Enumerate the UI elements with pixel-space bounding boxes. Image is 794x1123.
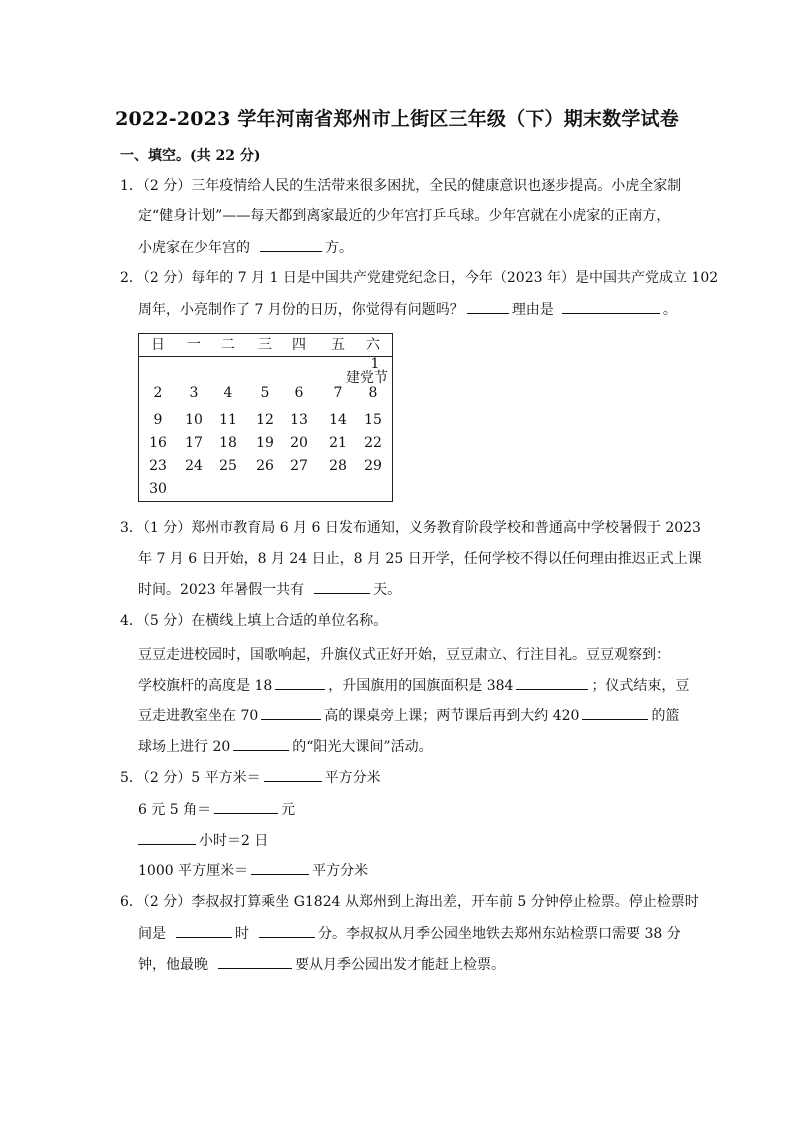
q3-line-2: 年 7 月 6 日开始，8 月 24 日止，8 月 25 日开学，任何学校不得以任何理由推迟正式上课 <box>138 551 702 567</box>
q3-line-3 <box>138 579 401 600</box>
q1-line-1: 1．（2 分）三年疫情给人民的生活带来很多困扰，全民的健康意识也逐步提高。小虎全家制 <box>120 178 682 194</box>
calendar-weekday-header: 二 <box>221 337 235 353</box>
q2-reason-label: 理由是 <box>511 302 554 318</box>
calendar-day: 23 <box>149 458 167 474</box>
q4-line-4 <box>138 705 679 726</box>
q1-line-3 <box>138 237 353 258</box>
q6-blank-minute[interactable] <box>259 923 315 938</box>
calendar-weekday-header: 一 <box>187 337 201 353</box>
q5-line-4 <box>138 860 368 881</box>
q5-blank-1[interactable] <box>264 767 322 782</box>
q5-line-1-text: 5．（2 分）5 平方米＝ <box>120 770 261 786</box>
q4-blank-flag-area[interactable] <box>516 675 588 690</box>
q4-blank-desk[interactable] <box>261 705 321 720</box>
q2-line-2-text: 周年，小亮制作了 7 月份的日历，你觉得有问题吗？ <box>138 302 464 318</box>
q6-line-2 <box>138 923 681 944</box>
calendar-day: 6 <box>294 385 304 401</box>
q5-line-3 <box>138 830 268 851</box>
q6-line-3-end: 要从月季公园出发才能赶上检票。 <box>295 957 505 973</box>
july-calendar <box>138 333 393 502</box>
q5-blank-2[interactable] <box>214 799 278 814</box>
q4-line-1: 4．（5 分）在横线上填上合适的单位名称。 <box>120 613 388 629</box>
q4-line-3-end: ；仪式结束，豆 <box>591 678 690 694</box>
calendar-day: 15 <box>364 412 382 428</box>
q5-line-4-end: 平方分米 <box>312 863 369 879</box>
q5-line-2-text: 6 元 5 角＝ <box>138 802 212 818</box>
q4-line-2: 豆豆走进校园时，国歌响起，升旗仪式正好开始，豆豆肃立、行注目礼。豆豆观察到： <box>138 647 670 663</box>
calendar-day: 13 <box>290 412 308 428</box>
q6-blank-hour[interactable] <box>176 923 232 938</box>
calendar-day: 16 <box>149 435 167 451</box>
q4-line-5-text: 球场上进行 20 <box>138 739 231 755</box>
calendar-weekday-header: 三 <box>258 337 272 353</box>
calendar-day: 19 <box>256 435 274 451</box>
section-heading: 一、填空。(共 22 分) <box>120 148 261 164</box>
q1-answer-blank[interactable] <box>260 237 322 252</box>
calendar-day: 9 <box>153 412 163 428</box>
calendar-day: 20 <box>290 435 308 451</box>
q6-blank-time[interactable] <box>218 954 292 969</box>
q6-line-3 <box>138 954 505 975</box>
q4-line-3 <box>138 675 689 696</box>
calendar-day: 4 <box>223 385 233 401</box>
q1-line-3-text: 小虎家在少年宫的 <box>138 240 250 256</box>
q5-line-2-end: 元 <box>281 802 296 818</box>
calendar-day: 30 <box>149 481 167 497</box>
calendar-weekday-header: 四 <box>292 337 306 353</box>
q5-line-3-end: 小时＝2 日 <box>199 833 269 849</box>
q2-line-1: 2．（2 分）每年的 7 月 1 日是中国共产党建党纪念日，今年（2023 年）是中国共产党成立 102 <box>120 270 719 286</box>
q4-blank-break[interactable] <box>233 736 289 751</box>
q6-hour-label: 时 <box>235 926 249 942</box>
q5-line-1-end: 平方分米 <box>324 770 381 786</box>
calendar-day: 26 <box>256 458 274 474</box>
calendar-day: 18 <box>219 435 237 451</box>
calendar-day: 14 <box>329 412 347 428</box>
calendar-day: 22 <box>364 435 382 451</box>
calendar-day: 2 <box>153 385 163 401</box>
calendar-weekday-header: 六 <box>366 337 380 353</box>
q1-line-3-end: 方。 <box>325 240 353 256</box>
q2-answer-blank[interactable] <box>467 299 509 314</box>
calendar-weekday-header: 五 <box>331 337 345 353</box>
q2-line-2-end: 。 <box>662 302 677 318</box>
q4-line-3-text: 学校旗杆的高度是 18 <box>138 678 273 694</box>
q5-line-2 <box>138 799 295 820</box>
q3-line-1: 3．（1 分）郑州市教育局 6 月 6 日发布通知，义务教育阶段学校和普通高中学校暑假于 2023 <box>120 520 701 536</box>
q5-blank-4[interactable] <box>251 860 309 875</box>
q4-line-4-text: 豆走进教室坐在 70 <box>138 708 259 724</box>
calendar-day: 27 <box>290 458 308 474</box>
calendar-day: 17 <box>185 435 203 451</box>
calendar-day: 8 <box>368 385 378 401</box>
calendar-day: 5 <box>260 385 270 401</box>
calendar-day: 28 <box>329 458 347 474</box>
calendar-day: 7 <box>333 385 343 401</box>
calendar-day-1: 1 <box>370 356 380 372</box>
q2-line-2 <box>138 299 677 320</box>
calendar-day: 11 <box>219 412 237 428</box>
calendar-day: 12 <box>256 412 274 428</box>
q3-answer-blank[interactable] <box>314 579 370 594</box>
calendar-day: 21 <box>329 435 347 451</box>
calendar-weekday-header: 日 <box>151 337 165 353</box>
calendar-party-day-note: 建党节 <box>346 370 388 386</box>
q6-line-3-text: 钟，他最晚 <box>138 957 208 973</box>
q4-line-4-mid: 高的课桌旁上课；两节课后再到大约 420 <box>324 708 580 724</box>
calendar-day: 25 <box>219 458 237 474</box>
q6-line-2-text: 间是 <box>138 926 166 942</box>
exam-title: 2022-2023 学年河南省郑州市上街区三年级（下）期末数学试卷 <box>115 108 679 130</box>
q4-line-5 <box>138 736 433 757</box>
calendar-header-divider <box>139 356 392 357</box>
q2-reason-blank[interactable] <box>562 299 660 314</box>
q4-line-5-end: 的“阳光大课间”活动。 <box>292 739 433 755</box>
q3-line-3-text: 时间。2023 年暑假一共有 <box>138 582 305 598</box>
q5-line-1 <box>120 767 381 788</box>
q6-line-2-end: 分。李叔叔从月季公园坐地铁去郑州东站检票口需要 38 分 <box>318 926 681 942</box>
calendar-day: 3 <box>189 385 199 401</box>
q4-line-4-end: 的篮 <box>651 708 680 724</box>
q4-blank-court[interactable] <box>582 705 648 720</box>
q4-blank-flagpole[interactable] <box>275 675 325 690</box>
q1-line-2: 定“健身计划”——每天都到离家最近的少年宫打乒乓球。少年宫就在小虎家的正南方， <box>138 208 671 224</box>
calendar-day: 10 <box>185 412 203 428</box>
q5-blank-3[interactable] <box>138 830 196 845</box>
q6-line-1: 6．（2 分）李叔叔打算乘坐 G1824 从郑州到上海出差，开车前 5 分钟停止检票。停止检票时 <box>120 894 699 910</box>
q3-line-3-end: 天。 <box>373 582 402 598</box>
q4-line-3-mid: ，升国旗用的国旗面积是 384 <box>328 678 514 694</box>
q5-line-4-text: 1000 平方厘米＝ <box>138 863 249 879</box>
calendar-day: 29 <box>364 458 382 474</box>
calendar-day: 24 <box>185 458 203 474</box>
